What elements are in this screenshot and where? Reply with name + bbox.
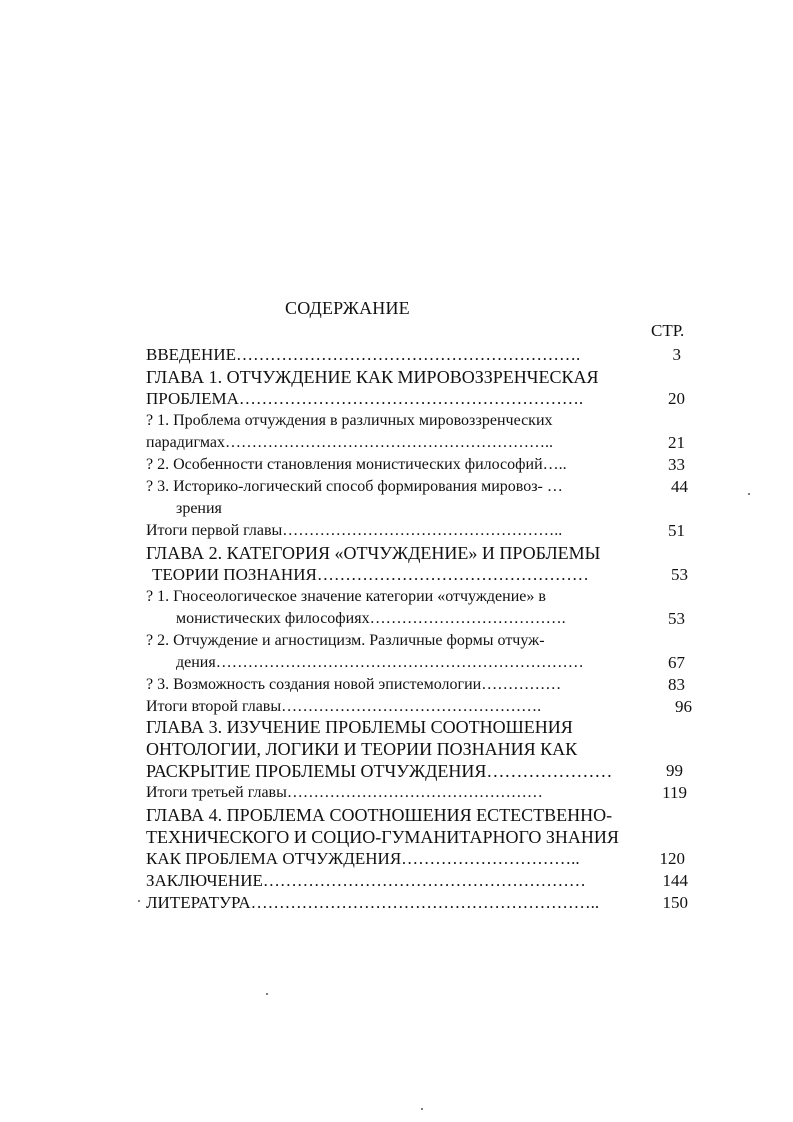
toc-entry-ch2-s1-line1: ? 1. Гносеологическое значение категории «отчуждение» в xyxy=(146,588,546,605)
toc-entry-chapter2-line1: ГЛАВА 2. КАТЕГОРИЯ «ОТЧУЖДЕНИЕ» И ПРОБЛЕМЫ xyxy=(146,543,601,563)
toc-entry-ch1-s3-line1: ? 3. Историко-логический способ формирования мировоз- … xyxy=(146,478,563,495)
scan-speck xyxy=(138,900,140,902)
toc-entry-chapter2-line2: ТЕОРИИ ПОЗНАНИЯ………………………………………… xyxy=(152,565,589,584)
page-column-header: СТР. xyxy=(651,321,685,340)
toc-page-ch1-s3: 44 xyxy=(671,477,688,496)
toc-entry-introduction: ВВЕДЕНИЕ……………………………………………………. xyxy=(146,345,581,364)
toc-entry-ch1-summary: Итоги первой главы…………………………………………….. xyxy=(146,522,563,539)
toc-entry-ch1-s1-line2: парадигмах…………………………………………………….. xyxy=(146,434,553,451)
toc-entry-ch2-s2-line2: дения…………………………………………………………… xyxy=(176,654,584,671)
toc-page-ch1-s1: 21 xyxy=(668,433,685,452)
toc-entry-ch2-s2-line1: ? 2. Отчуждение и агностицизм. Различные формы отчуж- xyxy=(146,632,545,649)
toc-page-ch1-s2: 33 xyxy=(668,455,685,474)
scan-speck xyxy=(421,1108,423,1110)
toc-entry-conclusion: ЗАКЛЮЧЕНИЕ………………………………………………… xyxy=(146,871,586,890)
toc-entry-chapter1-line2: ПРОБЛЕМА……………………………………………………. xyxy=(146,389,584,408)
toc-entry-ch1-s3-line2: зрения xyxy=(176,500,222,517)
toc-page-chapter4: 120 xyxy=(659,849,685,868)
toc-entry-ch2-s3: ? 3. Возможность создания новой эпистемологии…………… xyxy=(146,676,562,693)
toc-page-ch2-s3: 83 xyxy=(668,675,685,694)
toc-entry-chapter3-line2: ОНТОЛОГИИ, ЛОГИКИ И ТЕОРИИ ПОЗНАНИЯ КАК xyxy=(146,739,578,759)
toc-entry-ch2-s1-line2: монистических философиях………………………………. xyxy=(176,610,566,627)
toc-page-chapter2: 53 xyxy=(671,565,688,584)
toc-page-ch2-s1: 53 xyxy=(668,609,685,628)
toc-page-literature: 150 xyxy=(662,893,688,912)
toc-page-ch3-summary: 119 xyxy=(662,783,687,802)
toc-page-ch2-summary: 96 xyxy=(675,697,692,716)
toc-entry-chapter1-line1: ГЛАВА 1. ОТЧУЖДЕНИЕ КАК МИРОВОЗЗРЕНЧЕСКАЯ xyxy=(146,367,599,387)
page-title: СОДЕРЖАНИЕ xyxy=(285,298,410,318)
toc-entry-chapter4-line1: ГЛАВА 4. ПРОБЛЕМА СООТНОШЕНИЯ ЕСТЕСТВЕННО- xyxy=(146,805,613,825)
scan-speck xyxy=(266,993,268,995)
toc-page-chapter3: 99 xyxy=(666,761,683,780)
toc-entry-ch1-s1-line1: ? 1. Проблема отчуждения в различных мировоззренческих xyxy=(146,412,553,429)
toc-entry-ch1-s2: ? 2. Особенности становления монистических философий….. xyxy=(146,456,567,473)
toc-page-conclusion: 144 xyxy=(662,871,688,890)
toc-entry-ch3-summary: Итоги третьей главы………………………………………… xyxy=(146,784,543,801)
toc-page-chapter1: 20 xyxy=(668,389,685,408)
scan-speck xyxy=(748,493,750,495)
toc-entry-chapter4-line3: КАК ПРОБЛЕМА ОТЧУЖДЕНИЯ………………………….. xyxy=(146,849,580,868)
toc-page-ch1-summary: 51 xyxy=(668,521,685,540)
toc-page-ch2-s2: 67 xyxy=(668,653,685,672)
toc-entry-ch2-summary: Итоги второй главы…………………………………………. xyxy=(146,698,542,715)
toc-entry-chapter3-line1: ГЛАВА 3. ИЗУЧЕНИЕ ПРОБЛЕМЫ СООТНОШЕНИЯ xyxy=(146,717,573,737)
toc-page-introduction: 3 xyxy=(672,345,681,364)
toc-entry-literature: ЛИТЕРАТУРА…………………………………………………….. xyxy=(146,893,600,912)
toc-entry-chapter4-line2: ТЕХНИЧЕСКОГО И СОЦИО-ГУМАНИТАРНОГО ЗНАНИЯ xyxy=(146,827,619,847)
toc-entry-chapter3-line3: РАСКРЫТИЕ ПРОБЛЕМЫ ОТЧУЖДЕНИЯ………………… xyxy=(146,761,613,781)
